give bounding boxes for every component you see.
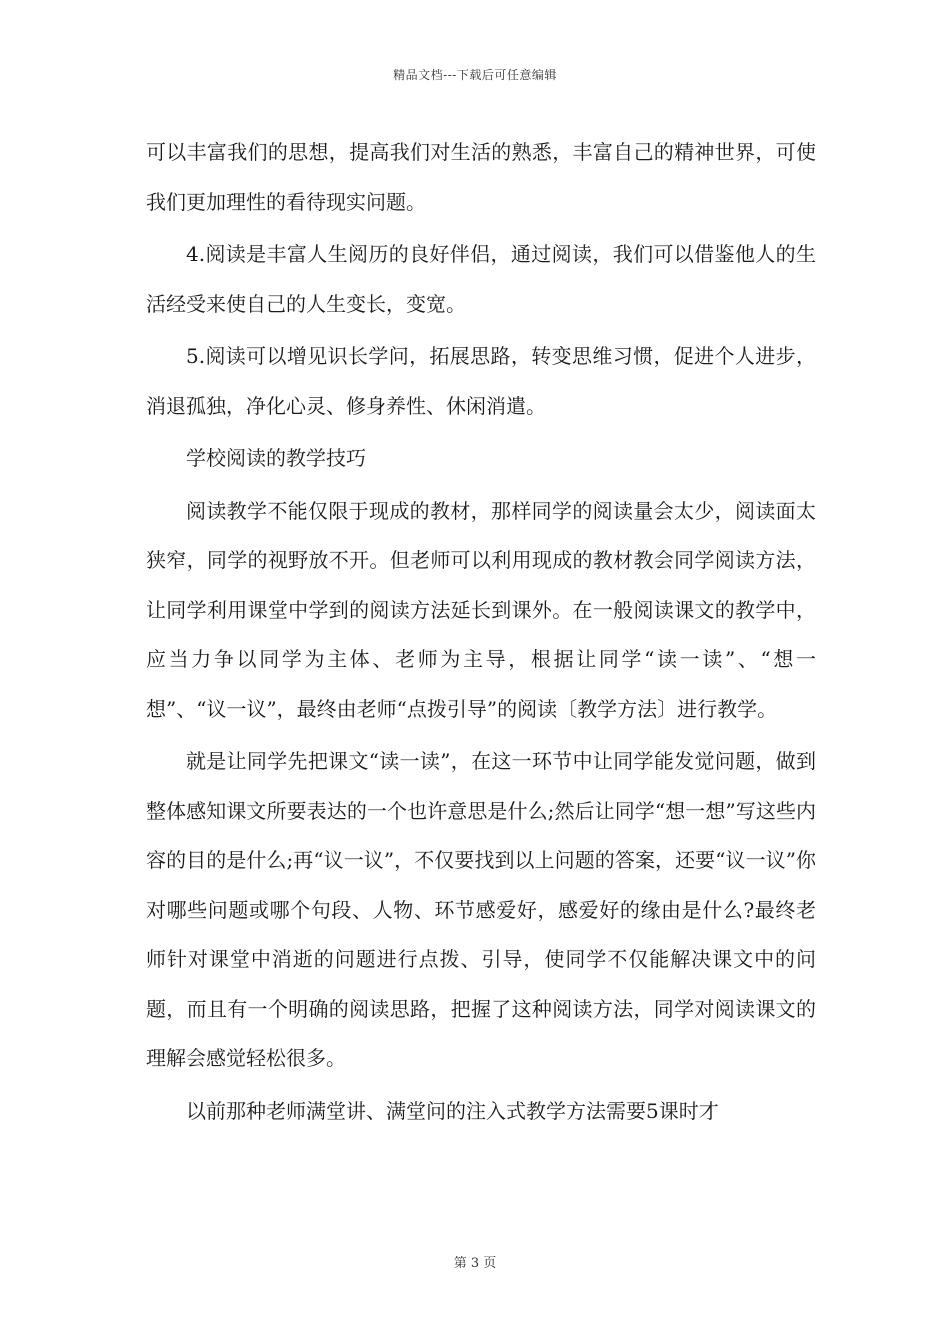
section-heading: 学校阅读的教学技巧 — [186, 446, 366, 470]
paragraph-1: 可以丰富我们的思想，提高我们对生活的熟悉，丰富自己的精神世界，可使我们更加理性的看待现实问题。 — [146, 140, 816, 214]
paragraph-4: 阅读教学不能仅限于现成的教材，那样同学的阅读量会太少，阅读面太狭窄，同学的视野放不开。但老师可以利用现成的教材教会同学阅读方法，让同学利用课堂中学到的阅读方法延长到课外。在一般阅读课文的教学中，应当力争以同学为主体、老师为主导，根据让同学“读一读”、“想一想”、“议一议”，最终由老师“点拨引导”的阅读〔教学方法〕进行教学。 — [146, 498, 816, 721]
paragraph-5: 就是让同学先把课文“读一读”，在这一环节中让同学能发觉问题，做到整体感知课文所要表达的一个也许意思是什么;然后让同学“想一想”写这些内容的目的是什么;再“议一议”，不仅要找到以上问题的答案，还要“议一议”你对哪些问题或哪个句段、人物、环节感爱好，感爱好的缘由是什么?最终老师针对课堂中消逝的问题进行点拨、引导，使同学不仅能解决课文中的问题，而且有一个明确的阅读思路，把握了这种阅读方法，同学对阅读课文的理解会感觉轻松很多。 — [146, 749, 816, 1070]
paragraph-2: 4.阅读是丰富人生阅历的良好伴侣，通过阅读，我们可以借鉴他人的生活经受来使自己的人生变长，变宽。 — [146, 242, 816, 316]
page-header: 精品文档---下载后可任意编辑 — [393, 68, 557, 82]
paragraph-3: 5.阅读可以增见识长学问，拓展思路，转变思维习惯，促进个人进步，消退孤独，净化心灵、修身养性、休闲消遣。 — [146, 344, 816, 418]
page-number: 第 3 页 — [453, 1256, 497, 1271]
paragraph-6: 以前那种老师满堂讲、满堂问的注入式教学方法需要5课时才 — [186, 1098, 719, 1123]
document-body — [146, 128, 816, 1139]
